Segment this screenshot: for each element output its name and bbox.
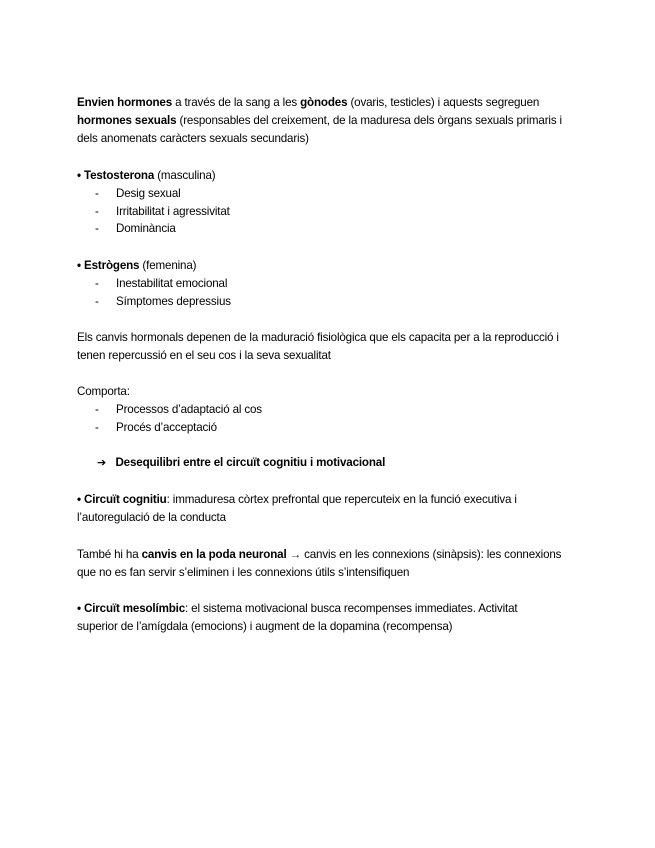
bullet: • <box>77 602 81 615</box>
comporta-label <box>77 385 130 399</box>
list-dash: - <box>95 295 99 308</box>
conclusion-text: Desequilibri entre el circuït cognitiu i motivacional <box>115 456 386 469</box>
paragraph-text: : el sistema motivacional busca recompenses immediates. Activitat <box>185 602 518 615</box>
intro-text: (responsables del creixement, de la maduresa dels òrgans sexuals primaris i <box>176 114 562 127</box>
paragraph-text: superior de l’amígdala (emocions) i augment de la dopamina (recompensa) <box>77 620 453 633</box>
testosterona-note: (masculina) <box>154 169 216 182</box>
intro-text: a través de la sang a les <box>172 96 301 109</box>
circuit-mesolimbic-title: Circuït mesolímbic <box>84 602 186 615</box>
circuit-cognitiu-line-1 <box>77 493 517 507</box>
testosterona-heading <box>77 169 215 183</box>
poda-line-1 <box>77 548 561 562</box>
circuit-cognitiu-title: Circuït cognitiu <box>84 493 167 506</box>
intro-line-2 <box>77 114 562 128</box>
canvis-line-2 <box>77 349 331 363</box>
list-item: Símptomes depressius <box>116 295 231 308</box>
intro-term-hormones: Envien hormones <box>77 96 173 109</box>
estrogens-heading <box>77 259 196 273</box>
intro-line-1 <box>77 96 539 110</box>
list-item: Irritabilitat i agressivitat <box>116 205 230 218</box>
comporta-text: Comporta: <box>77 385 130 398</box>
list-dash: - <box>95 403 99 416</box>
paragraph-text: : immaduresa còrtex prefrontal que repercuteix en la funció executiva i <box>166 493 517 506</box>
list-item: Processos d’adaptació al cos <box>116 403 262 416</box>
circuit-mesolimbic-line-2 <box>77 620 452 634</box>
list-dash: - <box>95 205 99 218</box>
list-dash: - <box>95 222 99 235</box>
list-item: Inestabilitat emocional <box>116 277 228 290</box>
list-item: Procés d’acceptació <box>116 421 217 434</box>
paragraph-text: → canvis en les connexions (sinàpsis): les connexions <box>286 548 562 561</box>
list-dash: - <box>95 187 99 200</box>
conclusion-row <box>97 456 385 470</box>
bullet: • <box>77 493 81 506</box>
paragraph-text: També hi ha <box>77 548 142 561</box>
paragraph-text: l’autoregulació de la conducta <box>77 511 226 524</box>
bullet: • <box>77 259 81 272</box>
estrogens-note: (femenina) <box>139 259 197 272</box>
paragraph-text: tenen repercussió en el seu cos i la seva sexualitat <box>77 349 331 362</box>
testosterona-title: Testosterona <box>84 169 155 182</box>
intro-text: (ovaris, testicles) i aquests segreguen <box>347 96 540 109</box>
poda-line-2 <box>77 566 409 580</box>
paragraph-text: Els canvis hormonals depenen de la maduració fisiològica que els capacita per a la reproducció i <box>77 331 559 344</box>
list-item: Desig sexual <box>116 187 181 200</box>
paragraph-text: que no es fan servir s’eliminen i les connexions útils s’intensifiquen <box>77 566 410 579</box>
circuit-mesolimbic-line-1 <box>77 602 517 616</box>
arrow-icon: ➔ <box>97 456 107 469</box>
intro-text: dels anomenats caràcters sexuals secundaris) <box>77 132 309 145</box>
intro-term-hormones-sexuals: hormones sexuals <box>77 114 177 127</box>
intro-term-gonodes: gònodes <box>300 96 348 109</box>
list-item: Dominància <box>116 222 176 235</box>
poda-term: canvis en la poda neuronal <box>141 548 287 561</box>
estrogens-title: Estrògens <box>84 259 140 272</box>
circuit-cognitiu-line-2 <box>77 511 226 525</box>
list-dash: - <box>95 421 99 434</box>
list-dash: - <box>95 277 99 290</box>
bullet: • <box>77 169 81 182</box>
intro-line-3 <box>77 132 309 146</box>
canvis-line-1 <box>77 331 559 345</box>
